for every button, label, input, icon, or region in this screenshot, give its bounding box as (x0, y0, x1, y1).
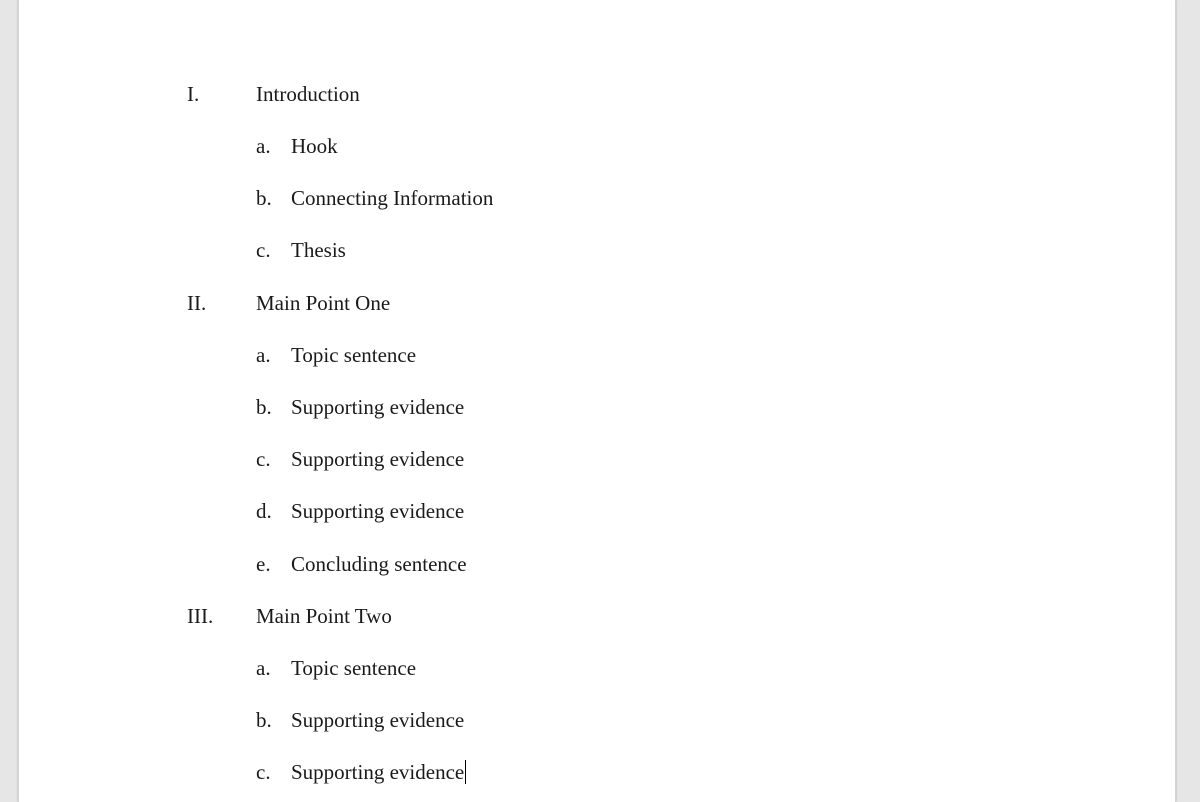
outline-subitem-letter: b. (256, 186, 272, 210)
outline-subitem-letter: c. (256, 760, 271, 784)
outline-subitem-letter: a. (256, 656, 271, 680)
outline-heading: Main Point One (256, 291, 391, 315)
outline-subitem-text: Supporting evidence (291, 395, 465, 419)
outline-subitem-line (291, 757, 466, 787)
outline-subitem-letter: d. (256, 499, 272, 523)
outline-subitem-text: Supporting evidence (291, 499, 465, 523)
outline-subitem-text: Supporting evidence (291, 708, 465, 732)
outline-subitem-letter: a. (256, 134, 271, 158)
outline-subitem-text: Hook (291, 134, 338, 158)
outline-subitem-text: Connecting Information (291, 186, 494, 210)
outline-subitem-text: Supporting evidence (291, 760, 465, 784)
document-page[interactable] (18, 0, 1176, 802)
outline-heading: Main Point Two (256, 604, 392, 628)
outline-numeral: II. (187, 291, 207, 315)
outline-subitem-text: Topic sentence (291, 343, 417, 367)
outline-numeral: III. (187, 604, 214, 628)
outline-subitem-text: Topic sentence (291, 656, 417, 680)
outline-subitem-letter: a. (256, 343, 271, 367)
outline-subitem-text: Concluding sentence (291, 552, 467, 576)
outline-subitem-letter: c. (256, 238, 271, 262)
outline-heading: Introduction (256, 82, 360, 106)
text-cursor-caret (465, 760, 466, 784)
outline-subitem-letter: c. (256, 447, 271, 471)
outline-subitem-letter: b. (256, 708, 272, 732)
outline-subitem-letter: e. (256, 552, 271, 576)
outline-numeral: I. (187, 82, 200, 106)
outline-subitem-letter: b. (256, 395, 272, 419)
outline-subitem-text: Supporting evidence (291, 447, 465, 471)
outline-subitem-text: Thesis (291, 238, 346, 262)
